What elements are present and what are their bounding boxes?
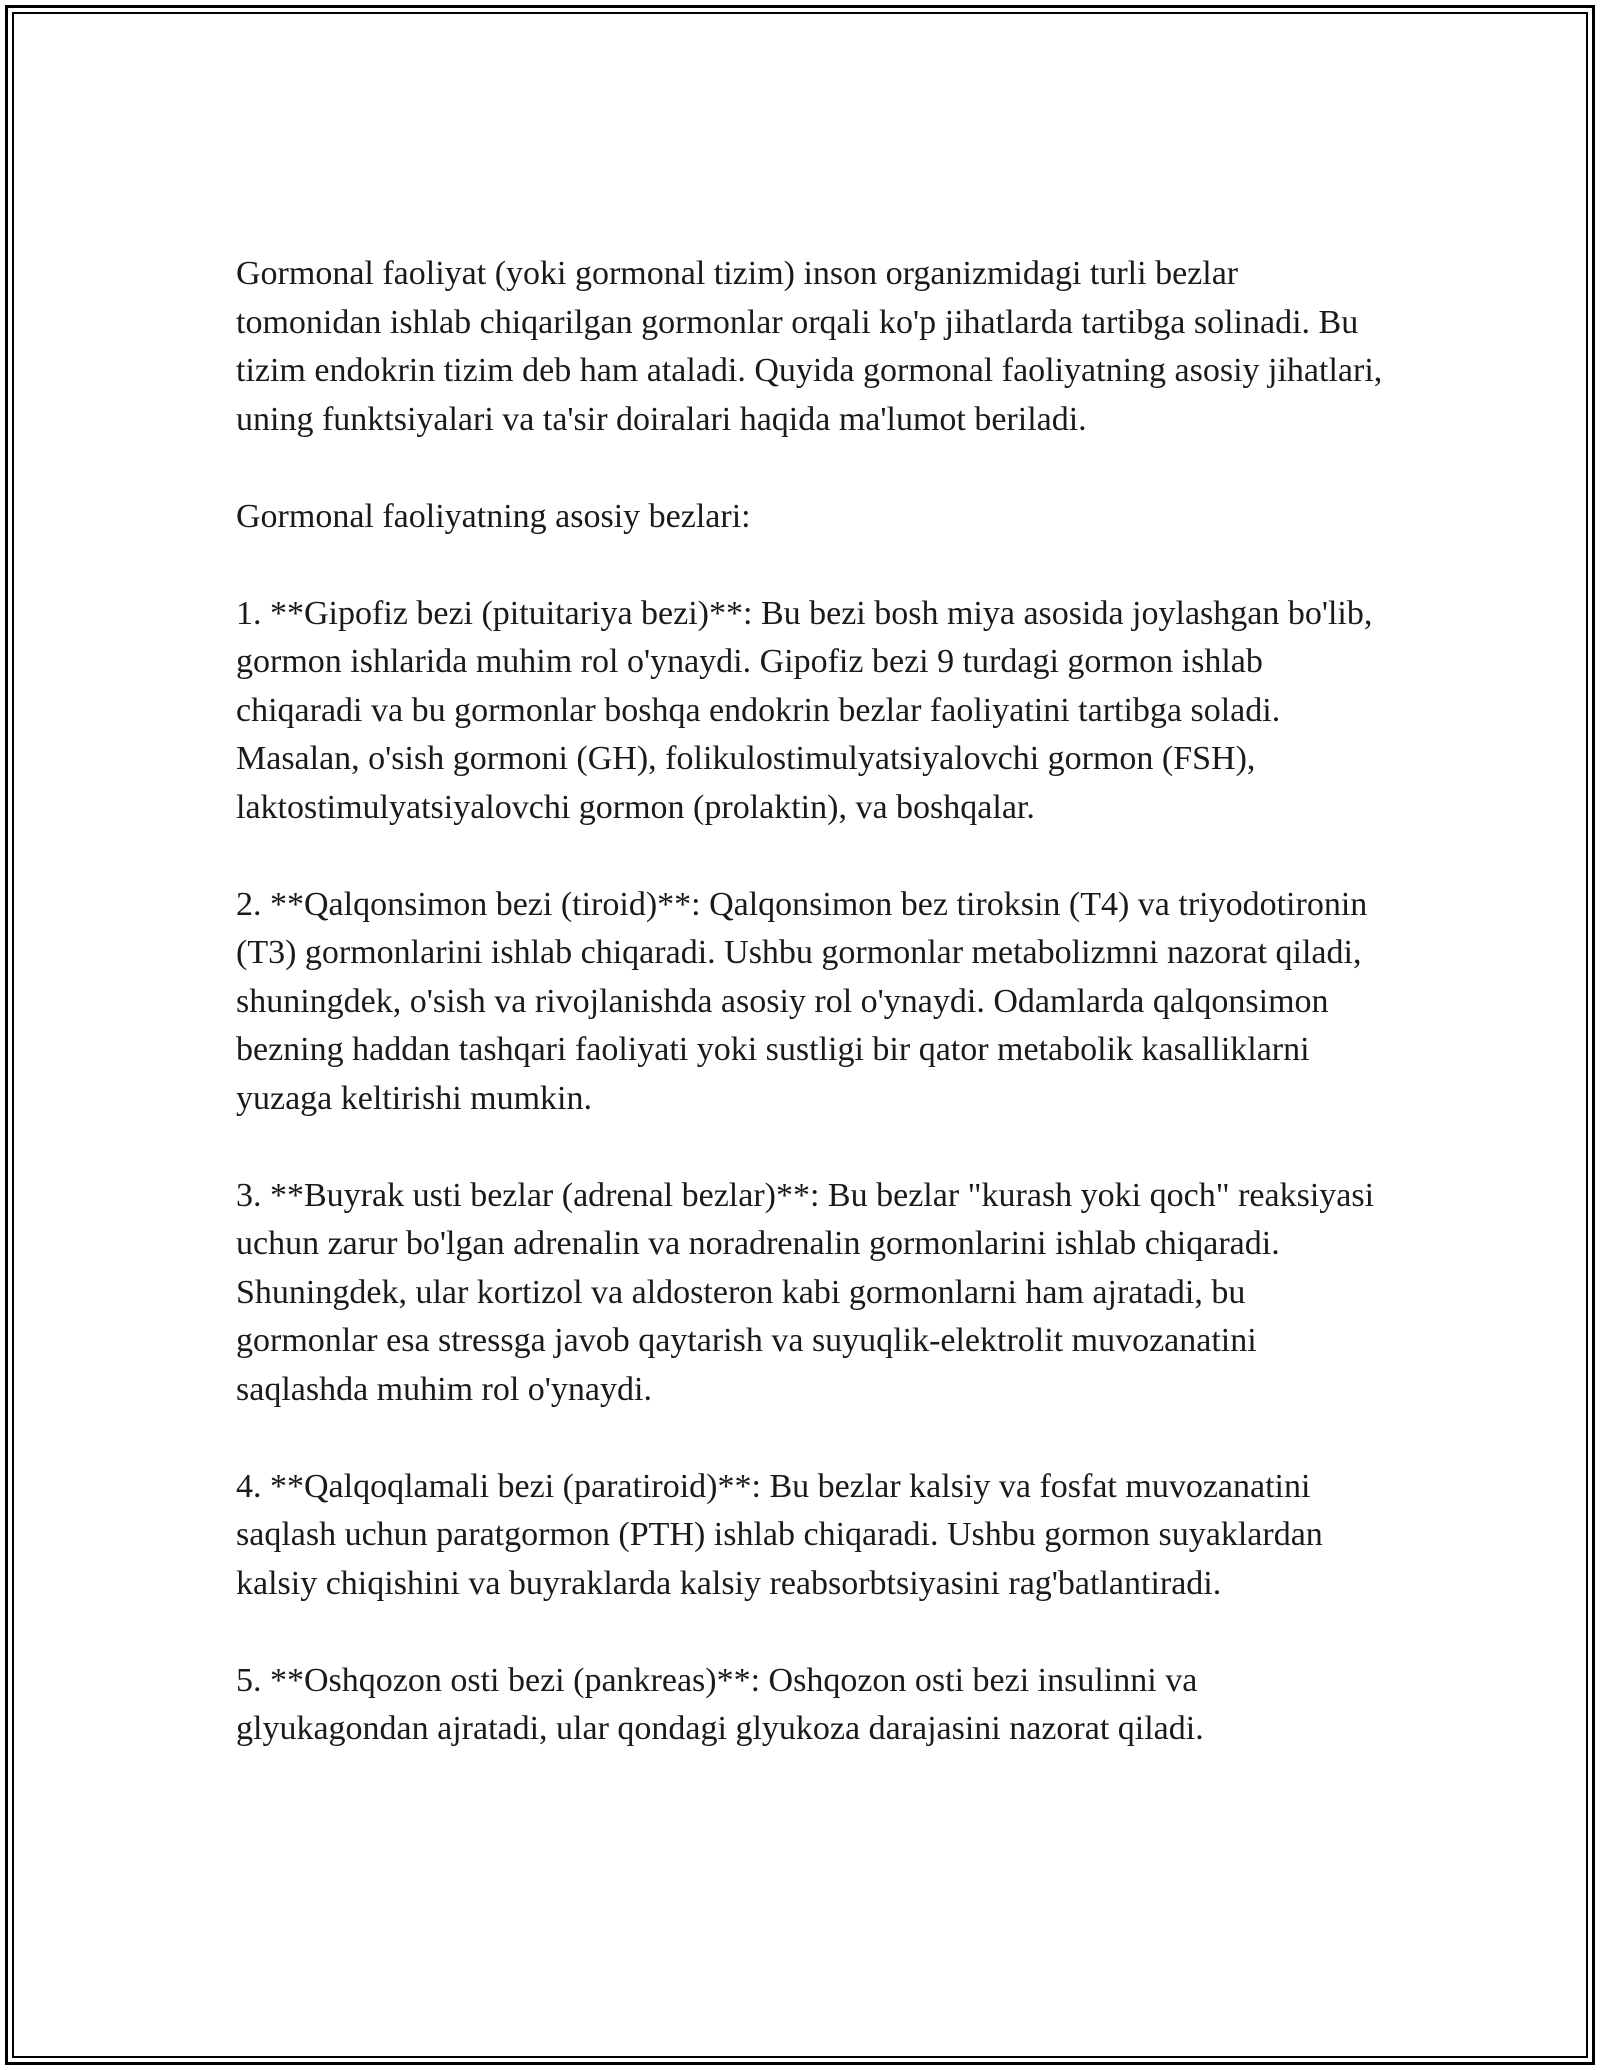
list-item: 4. **Qalqoqlamali bezi (paratiroid)**: Bu bezlar kalsiy va fosfat muvozanatini saqlash uchun paratgormon (PTH) ishlab chiqaradi. Ushbu gormon suyaklardan kalsiy chiqishini va buyraklarda kalsiy reabsorbtsiyasini rag'batlantiradi. (236, 1467, 1323, 1602)
intro-paragraph: Gormonal faoliyat (yoki gormonal tizim) inson organizmidagi turli bezlar tomonidan ishlab chiqarilgan gormonlar orqali ko'p jihatlarda tartibga solinadi. Bu tizim endokrin tizim deb ham ataladi. Quyida gormonal faoliyatning asosiy jihatlari, uning funktsiyalari va ta'sir doiralari haqida ma'lumot beriladi. (236, 255, 1383, 438)
list-item: 5. **Oshqozon osti bezi (pankreas)**: Oshqozon osti bezi insulinni va glyukagondan ajratadi, ular qondagi glyukoza darajasini nazorat qiladi. (236, 1661, 1204, 1747)
list-item: 2. **Qalqonsimon bezi (tiroid)**: Qalqonsimon bez tiroksin (T4) va triyodotironin (T3) gormonlarini ishlab chiqaradi. Ushbu gormonlar metabolizmni nazorat qiladi, shuningdek, o'sish va rivojlanishda asosiy rol o'ynaydi. Odamlarda qalqonsimon bezning haddan tashqari faoliyati yoki sustligi bir qator metabolik kasalliklarni yuzaga keltirishi mumkin. (236, 885, 1368, 1117)
section-heading: Gormonal faoliyatning asosiy bezlari: (236, 497, 751, 535)
list-item: 3. **Buyrak usti bezlar (adrenal bezlar)**: Bu bezlar "kurash yoki qoch" reaksiyasi uchun zarur bo'lgan adrenalin va noradrenalin gormonlarini ishlab chiqaradi. Shuningdek, ular kortizol va aldosteron kabi gormonlarni ham ajratadi, bu gormonlar esa stressga javob qaytarish va suyuqlik-elektrolit muvozanatini saqlashda muhim rol o'ynaydi. (236, 1176, 1375, 1408)
document-body (236, 250, 1386, 1754)
list-item: 1. **Gipofiz bezi (pituitariya bezi)**: Bu bezi bosh miya asosida joylashgan bo'lib, gormon ishlarida muhim rol o'ynaydi. Gipofiz bezi 9 turdagi gormon ishlab chiqaradi va bu gormonlar boshqa endokrin bezlar faoliyatini tartibga soladi. Masalan, o'sish gormoni (GH), folikulostimulyatsiyalovchi gormon (FSH), laktostimulyatsiyalovchi gormon (prolaktin), va boshqalar. (236, 594, 1373, 826)
